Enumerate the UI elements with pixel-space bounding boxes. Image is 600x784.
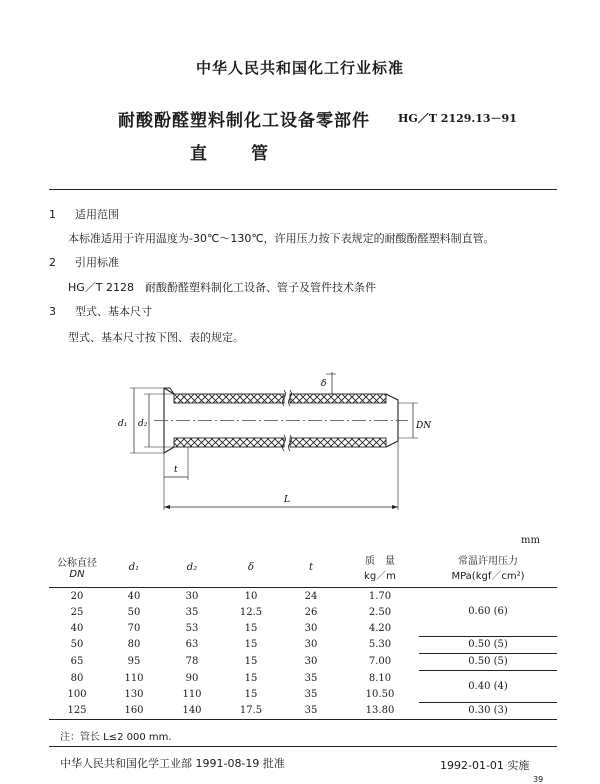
table-row: 25 50 35 12.5 26 2.50 <box>70 606 392 618</box>
section-3-text: 型式、基本尺寸按下图、表的规定。 <box>68 331 244 344</box>
label-d1: d₁ <box>118 419 128 429</box>
document-title: 耐酸酚醛塑料制化工设备零部件 <box>118 111 370 131</box>
pipe-drawing <box>100 362 440 522</box>
header-delta: δ <box>221 547 281 588</box>
label-dn: DN <box>416 421 432 431</box>
pipe-wall-top-left <box>174 394 284 403</box>
page-number: 39 <box>533 775 544 784</box>
pressure-group: 0.50 (5) <box>419 653 557 670</box>
header-pressure: 常温许用压力 MPa(kgf／cm²) <box>419 547 557 588</box>
pressure-group: 0.50 (5) <box>419 636 557 653</box>
header-rule <box>49 189 557 190</box>
pipe-wall-bottom-left <box>174 438 284 447</box>
section-2-heading: 2 引用标准 <box>49 256 119 269</box>
table-header-row <box>49 547 557 588</box>
footer-rule <box>49 746 557 747</box>
label-t: t <box>174 465 178 475</box>
label-L: L <box>284 495 290 505</box>
pressure-group: 0.60 (6) <box>419 588 557 637</box>
section-1-text: 本标准适用于许用温度为-30℃～130℃，许用压力按下表规定的耐酸酚醛塑料制直管。 <box>68 232 495 245</box>
footer-issuer: 中华人民共和国化学工业部 1991-08-19 批准 <box>60 757 285 770</box>
header-d2: d₂ <box>163 547 221 588</box>
standard-organization: 中华人民共和国化工行业标准 <box>195 59 404 77</box>
header-t: t <box>281 547 341 588</box>
pressure-group: 0.30 (3) <box>419 702 557 719</box>
spec-table <box>49 547 557 720</box>
section-3-heading: 3 型式、基本尺寸 <box>49 305 152 318</box>
pipe-wall-bottom-right <box>290 438 386 447</box>
section-1-heading: 1 适用范围 <box>49 208 119 221</box>
table-row: 80 110 90 15 35 8.10 0.40 (4) <box>49 670 557 686</box>
header-mass: 质 量 kg／m <box>341 547 419 588</box>
table-row: 125 160 140 17.5 35 13.80 0.30 (3) <box>49 702 557 719</box>
footer-effective-date: 1992-01-01 实施 <box>440 759 530 772</box>
pipe-wall-top-right <box>290 394 386 403</box>
table-row: 100 130 110 15 35 10.50 <box>67 688 395 700</box>
table-note: 注：管长 L≤2 000 mm. <box>60 732 172 743</box>
table-row: 50 80 63 15 30 5.30 0.50 (5) <box>49 636 557 653</box>
label-delta: δ <box>321 379 327 389</box>
label-d2: d₂ <box>138 419 148 429</box>
table-unit: mm <box>521 535 540 546</box>
header-dn: 公称直径 DN <box>49 547 105 588</box>
table-row: 65 95 78 15 30 7.00 0.50 (5) <box>49 653 557 670</box>
document-subtitle: 直管 <box>190 144 312 164</box>
standard-code: HG／T 2129.13－91 <box>398 112 517 125</box>
header-d1: d₁ <box>105 547 163 588</box>
section-2-text: HG／T 2128 耐酸酚醛塑料制化工设备、管子及管件技术条件 <box>68 281 377 294</box>
table-row: 20 40 30 10 24 1.70 0.60 (6) <box>49 588 557 605</box>
table-row: 40 70 53 15 30 4.20 <box>70 622 392 634</box>
pressure-group: 0.40 (4) <box>419 670 557 702</box>
